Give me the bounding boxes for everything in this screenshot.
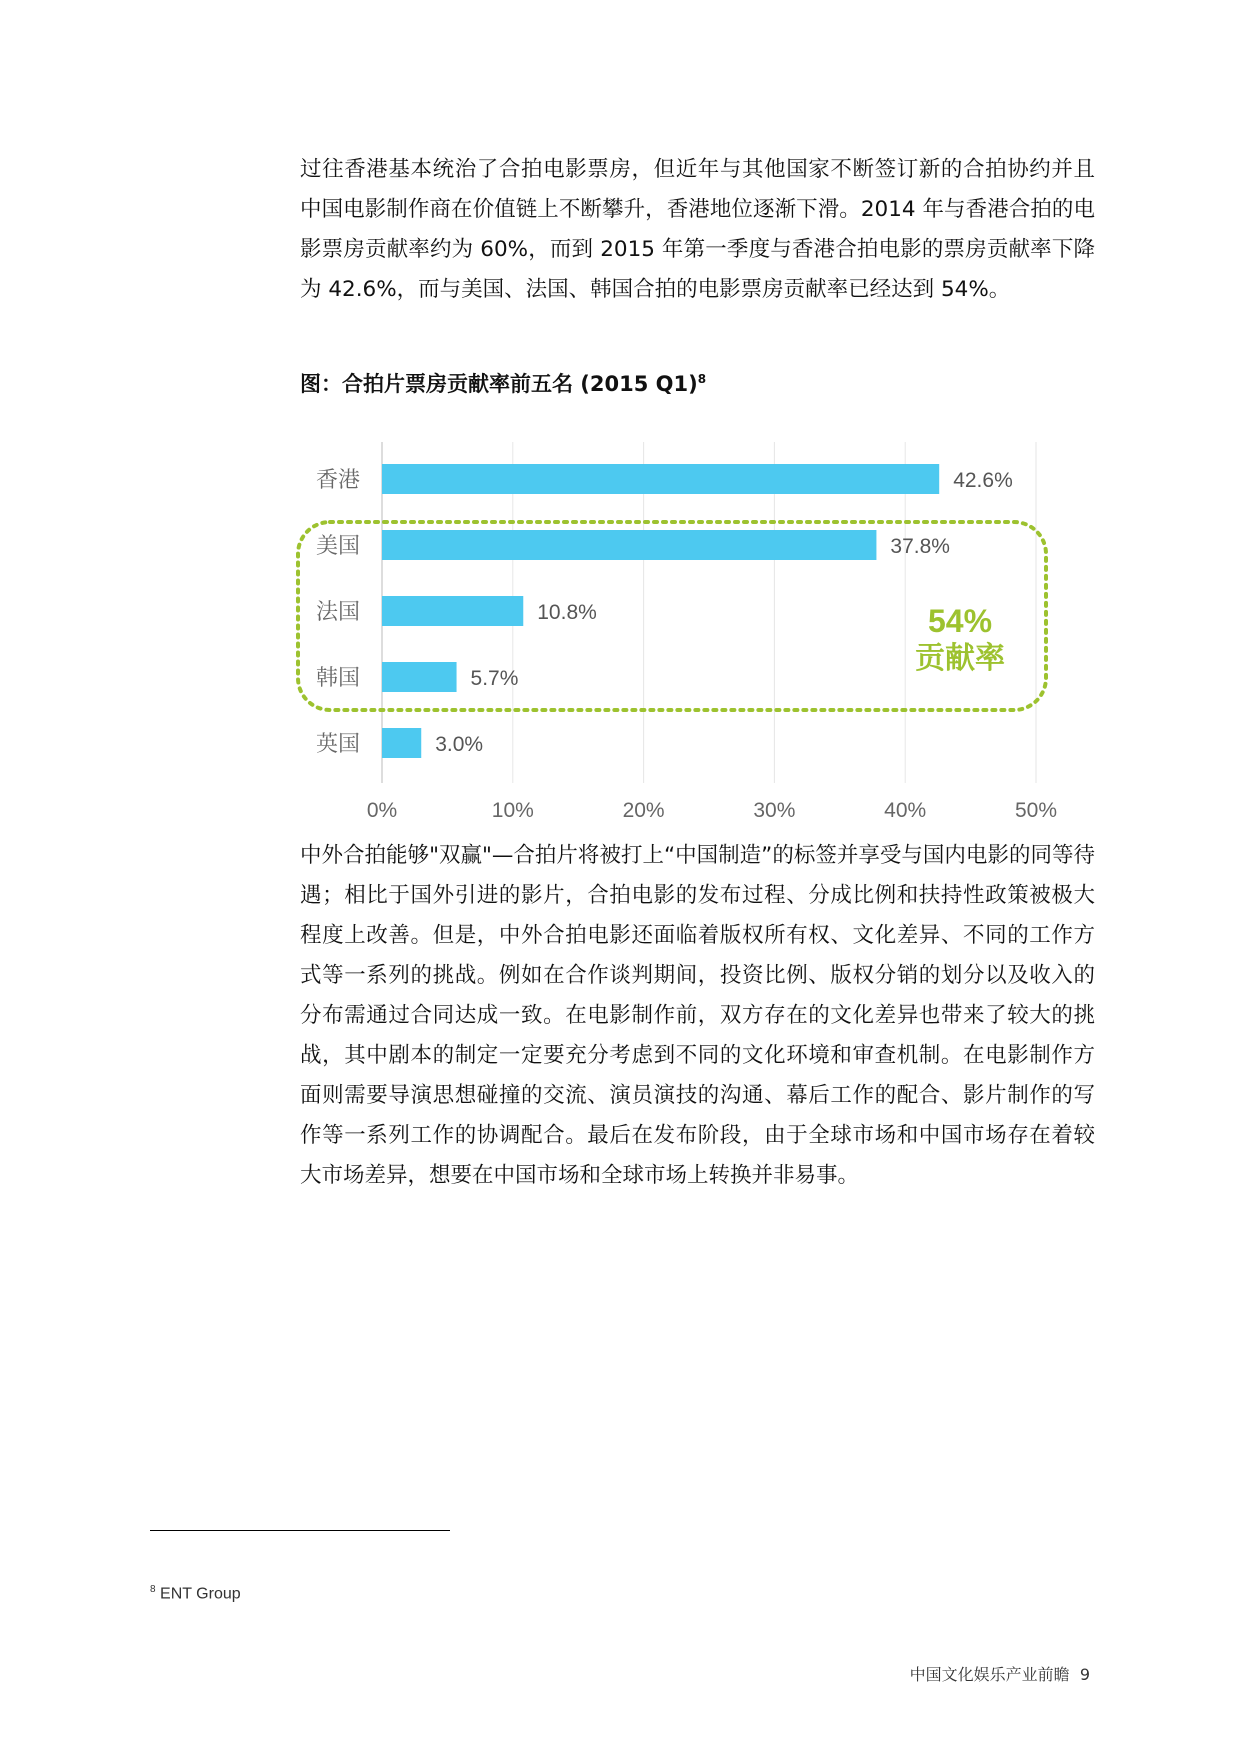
annotation-label: 贡献率 bbox=[915, 641, 1005, 676]
footnote-number: 8 bbox=[150, 1584, 156, 1595]
category-label: 香港 bbox=[315, 468, 360, 493]
annotation-value: 54% bbox=[927, 603, 993, 639]
x-tick-label: 50% bbox=[1014, 799, 1058, 820]
data-label: 5.7% bbox=[470, 667, 519, 690]
bar bbox=[382, 662, 457, 692]
footnote-divider bbox=[150, 1530, 450, 1531]
page-footer bbox=[910, 1662, 1090, 1685]
caption-text: 图：合拍片票房贡献率前五名 (2015 Q1) bbox=[300, 372, 698, 396]
bar bbox=[382, 464, 939, 494]
caption-footnote-ref: 8 bbox=[697, 372, 707, 386]
bar bbox=[382, 596, 523, 626]
footnote-text: ENT Group bbox=[160, 1585, 241, 1603]
data-label: 42.6% bbox=[953, 469, 1013, 492]
data-label: 3.0% bbox=[435, 733, 484, 756]
paragraph-challenges: 中外合拍能够"双赢"—合拍片将被打上“中国制造”的标签并享受与国内电影的同等待遇；相比于国外引进的影片，合拍电影的发布过程、分成比例和扶持性政策被极大程度上改善。但是，中外合拍电影还面临着版权所有权、文化差异、不同的工作方式等一系列的挑战。例如在合作谈判期间，投资比例、版权分销的划分以及收入的分布需通过合同达成一致。在电影制作前，双方存在的文化差异也带来了较大的挑战，其中剧本的制定一定要充分考虑到不同的文化环境和审查机制。在电影制作方面则需要导演思想碰撞的交流、演员演技的沟通、幕后工作的配合、影片制作的写作等一系列工作的协调配合。最后在发布阶段，由于全球市场和中国市场存在着较大市场差异，想要在中国市场和全球市场上转换并非易事。 bbox=[300, 843, 1095, 1188]
figure-caption bbox=[300, 368, 706, 398]
data-label: 37.8% bbox=[890, 535, 950, 558]
x-tick-label: 10% bbox=[491, 799, 534, 820]
category-label: 韩国 bbox=[315, 666, 360, 691]
footer-title: 中国文化娱乐产业前瞻 bbox=[909, 1665, 1070, 1684]
x-tick-label: 20% bbox=[622, 799, 665, 820]
bar bbox=[382, 530, 876, 560]
data-label: 10.8% bbox=[537, 601, 597, 624]
category-label: 美国 bbox=[315, 534, 360, 559]
category-label: 英国 bbox=[315, 732, 360, 757]
category-label: 法国 bbox=[315, 600, 360, 625]
bar bbox=[382, 728, 421, 758]
paragraph-intro: 过往香港基本统治了合拍电影票房，但近年与其他国家不断签订新的合拍协约并且中国电影制作商在价值链上不断攀升，香港地位逐渐下滑。2014 年与香港合拍的电影票房贡献率约为 60%，而到 2015 年第一季度与香港合拍电影的票房贡献率下降为 42.6%，而与美国、法国、韩国合拍的电影票房贡献率已经达到 54%。 bbox=[300, 157, 1095, 302]
x-tick-label: 0% bbox=[366, 799, 398, 820]
x-tick-label: 40% bbox=[884, 799, 927, 820]
footnote bbox=[150, 1584, 241, 1603]
bar-chart bbox=[290, 430, 1070, 820]
x-tick-label: 30% bbox=[753, 799, 796, 820]
page-number: 9 bbox=[1079, 1665, 1090, 1684]
